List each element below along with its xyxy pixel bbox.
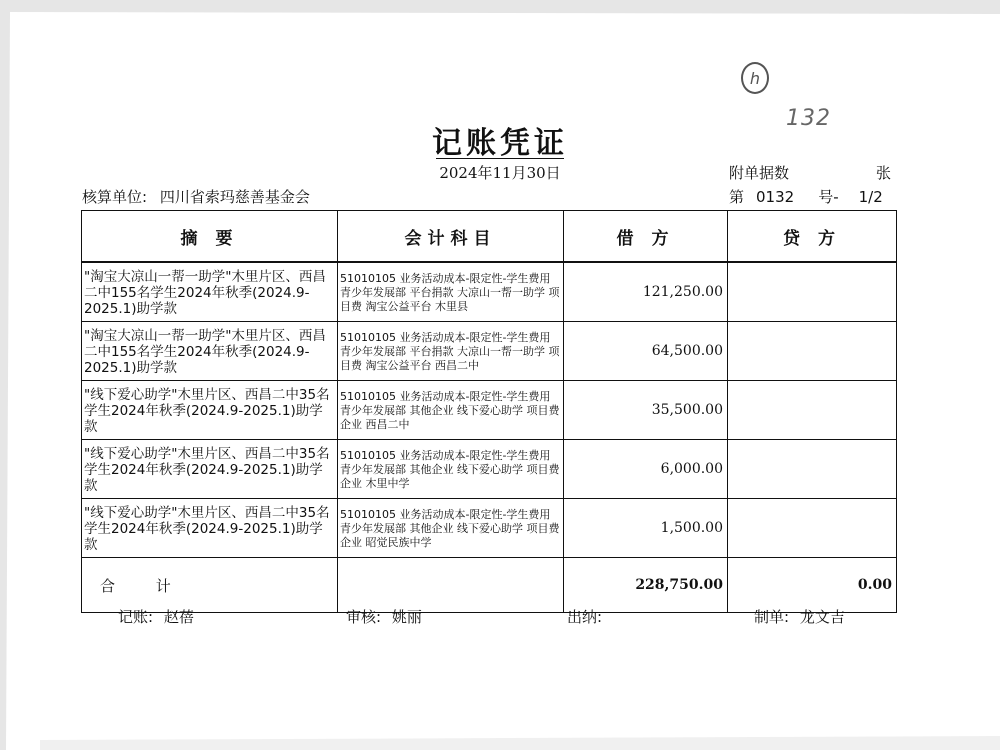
preparer-signature [754, 606, 845, 627]
account-cell: 51010105 业务活动成本-限定性-学生费用 青少年发展部 其他企业 线下爱心助学 项目费 企业 昭觉民族中学 [338, 499, 564, 558]
handwritten-number: 132 [786, 106, 831, 131]
attachments-unit: 张 [876, 164, 892, 182]
credit-cell [728, 440, 897, 499]
voucher-prefix: 第 [729, 188, 745, 206]
summary-cell: "淘宝大凉山一帮一助学"木里片区、西昌二中155名学生2024年秋季(2024.9-2025.1)助学款 [82, 322, 338, 381]
voucher-number-line [729, 186, 883, 207]
account-cell: 51010105 业务活动成本-限定性-学生费用 青少年发展部 其他企业 线下爱心助学 项目费 企业 西昌二中 [338, 381, 564, 440]
total-debit: 228,750.00 [564, 558, 728, 613]
table-row [82, 499, 897, 558]
total-label: 合 计 [82, 558, 338, 613]
credit-cell [728, 262, 897, 322]
summary-cell: "淘宝大凉山一帮一助学"木里片区、西昌二中155名学生2024年秋季(2024.9-2025.1)助学款 [82, 262, 338, 322]
accounting-unit [82, 186, 310, 207]
table-row [82, 262, 897, 322]
handwritten-circle-mark: h [741, 62, 769, 94]
account-cell: 51010105 业务活动成本-限定性-学生费用 青少年发展部 平台捐款 大凉山一帮一助学 项目费 淘宝公益平台 西昌二中 [338, 322, 564, 381]
cashier-signature [567, 606, 608, 627]
column-header-debit: 借 方 [564, 211, 728, 263]
debit-cell: 64,500.00 [564, 322, 728, 381]
debit-cell: 6,000.00 [564, 440, 728, 499]
credit-cell [728, 322, 897, 381]
debit-cell: 1,500.00 [564, 499, 728, 558]
credit-cell [728, 381, 897, 440]
preparer-name: 龙文吉 [799, 608, 845, 626]
column-header-account: 会计科目 [338, 211, 564, 263]
attachments-label: 附单据数 [729, 164, 790, 182]
account-cell: 51010105 业务活动成本-限定性-学生费用 青少年发展部 其他企业 线下爱心助学 项目费 企业 木里中学 [338, 440, 564, 499]
table-row [82, 381, 897, 440]
total-row [82, 558, 897, 613]
column-header-credit: 贷 方 [728, 211, 897, 263]
reviewer-signature [346, 606, 422, 627]
title-underline [436, 158, 564, 159]
voucher-suffix: 号- [818, 188, 839, 206]
summary-cell: "线下爱心助学"木里片区、西昌二中35名学生2024年秋季(2024.9-2025.1)助学款 [82, 499, 338, 558]
voucher-number: 0132 [756, 188, 795, 206]
cashier-label: 出纳: [567, 608, 603, 626]
ledger-table [81, 210, 897, 613]
table-row [82, 322, 897, 381]
total-credit: 0.00 [728, 558, 897, 613]
preparer-label: 制单: [754, 608, 790, 626]
voucher-page: 1/2 [858, 188, 883, 206]
reviewer-label: 审核: [346, 608, 382, 626]
summary-cell: "线下爱心助学"木里片区、西昌二中35名学生2024年秋季(2024.9-2025.1)助学款 [82, 381, 338, 440]
total-empty-cell [338, 558, 564, 613]
debit-cell: 35,500.00 [564, 381, 728, 440]
unit-label: 核算单位: [82, 188, 148, 206]
bookkeeper-signature [118, 606, 194, 627]
bookkeeper-label: 记账: [118, 608, 154, 626]
voucher-date: 2024年11月30日 [439, 164, 561, 182]
voucher-title: 记账凭证 [432, 126, 568, 161]
credit-cell [728, 499, 897, 558]
column-header-summary: 摘 要 [82, 211, 338, 263]
reviewer-name: 姚丽 [391, 608, 422, 626]
account-cell: 51010105 业务活动成本-限定性-学生费用 青少年发展部 平台捐款 大凉山一帮一助学 项目费 淘宝公益平台 木里县 [338, 262, 564, 322]
table-row [82, 440, 897, 499]
bookkeeper-name: 赵蓓 [163, 608, 194, 626]
debit-cell: 121,250.00 [564, 262, 728, 322]
summary-cell: "线下爱心助学"木里片区、西昌二中35名学生2024年秋季(2024.9-2025.1)助学款 [82, 440, 338, 499]
unit-name: 四川省索玛慈善基金会 [159, 188, 310, 206]
